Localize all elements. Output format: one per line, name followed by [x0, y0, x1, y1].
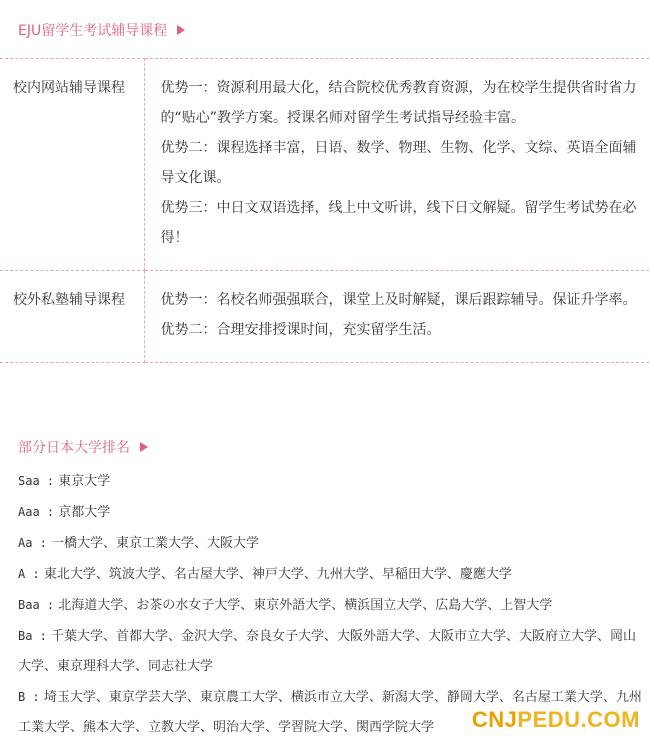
rank-universities: 京都大学	[58, 505, 111, 520]
section-title-eju	[18, 20, 185, 40]
arrow-right-icon	[177, 25, 185, 35]
list-item	[18, 590, 643, 621]
section-title-rankings	[18, 437, 148, 457]
course-point: 优势二：课程选择丰富，日语、数学、物理、生物、化学、文综、英语全面辅导文化课。	[160, 140, 637, 186]
course-name: 校外私塾辅导课程	[0, 271, 144, 363]
list-item	[18, 497, 643, 528]
rank-key: B :	[18, 690, 40, 704]
table-row	[0, 59, 649, 271]
watermark-part: .COM	[580, 707, 640, 732]
list-item	[18, 466, 643, 497]
arrow-right-icon	[140, 442, 148, 452]
rank-universities: 東京大学	[58, 474, 111, 489]
course-name: 校内网站辅导课程	[0, 59, 144, 271]
watermark-part: CNJ	[471, 707, 518, 732]
course-description	[144, 59, 649, 271]
course-point: 优势二：合理安排授课时间，充实留学生活。	[160, 322, 441, 338]
course-point: 优势一：名校名师强强联合，课堂上及时解疑，课后跟踪辅导。保证升学率。	[160, 292, 637, 308]
rank-key: Ba :	[18, 629, 47, 643]
rank-key: A :	[18, 567, 40, 581]
rank-universities: 一橋大学、東京工業大学、大阪大学	[51, 536, 260, 551]
section-title-text: EJU留学生考试辅导课程	[18, 23, 168, 39]
course-point: 优势一：资源利用最大化，结合院校优秀教育资源，为在校学生提供省时省力的“贴心”教学方案。授课名师对留学生考试指导经验丰富。	[160, 80, 637, 126]
course-description	[144, 271, 649, 363]
rank-universities: 北海道大学、お茶の水女子大学、東京外語大学、横浜国立大学、広島大学、上智大学	[58, 598, 553, 613]
rank-universities: 東北大学、筑波大学、名古屋大学、神戸大学、九州大学、早稲田大学、慶應大学	[43, 567, 512, 582]
rank-universities: 埼玉大学、東京学芸大学、東京農工大学、横浜市立大学、新潟大学、静岡大学、名古屋工業大学、九州工業大学、熊本大学、立教大学、明治大学、学習院大学、関西学院大学	[18, 690, 642, 735]
list-item	[18, 528, 643, 559]
ranking-list	[18, 466, 643, 743]
course-table	[0, 58, 649, 363]
rank-key: Saa :	[18, 474, 55, 488]
section-title-text: 部分日本大学排名	[18, 440, 130, 456]
rank-key: Aaa :	[18, 505, 55, 519]
site-watermark	[472, 707, 640, 733]
course-point: 优势三：中日文双语选择，线上中文听讲，线下日文解疑。留学生考试势在必得！	[160, 200, 637, 246]
list-item	[18, 559, 643, 590]
rank-universities: 千葉大学、首都大学、金沢大学、奈良女子大学、大阪外語大学、大阪市立大学、大阪府立大学、岡山大学、東京理科大学、同志社大学	[18, 629, 637, 674]
list-item	[18, 621, 643, 682]
rank-key: Aa :	[18, 536, 47, 550]
table-row	[0, 271, 649, 363]
watermark-part: PEDU	[517, 707, 581, 732]
rank-key: Baa :	[18, 598, 55, 612]
